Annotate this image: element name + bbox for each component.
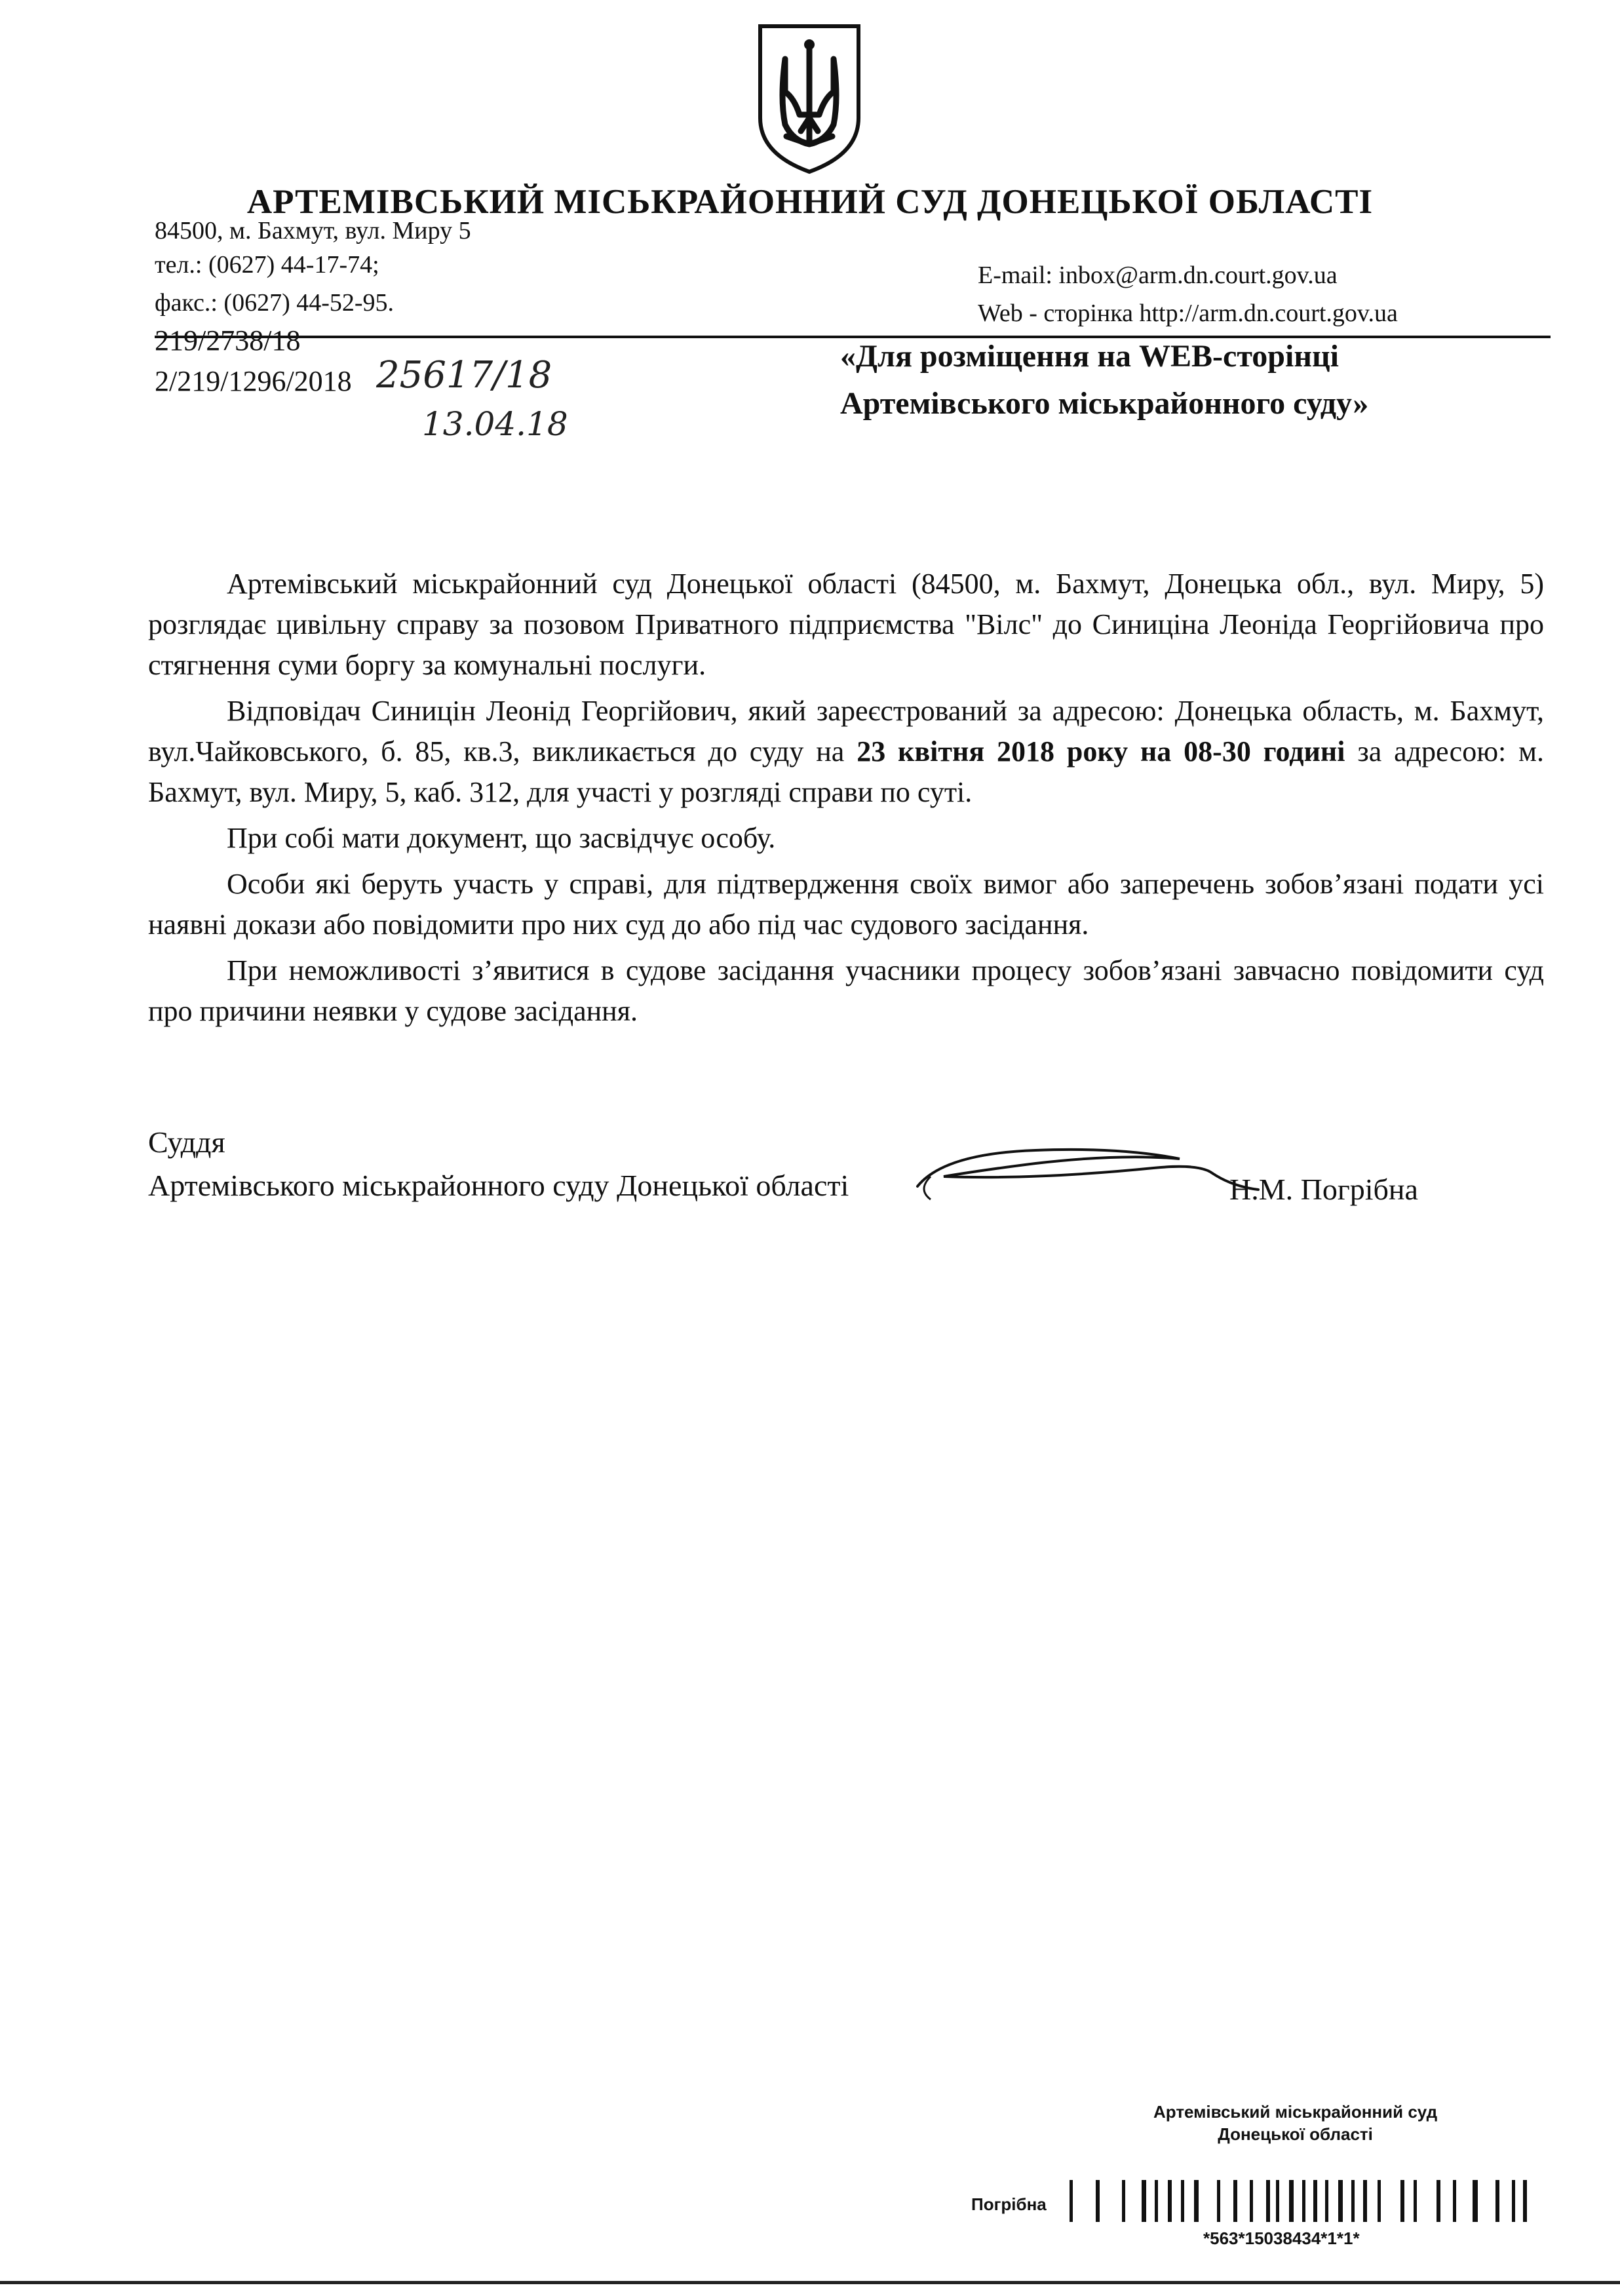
judge-name: Н.М. Погрібна	[1229, 1173, 1418, 1206]
web-note-line2: Артемівського міськрайонного суду»	[840, 386, 1369, 421]
court-fax: факс.: (0627) 44-52-95.	[155, 289, 395, 317]
page-bottom-edge	[0, 2281, 1620, 2284]
notice-body	[148, 564, 1544, 1037]
web-note-line1: «Для розміщення на WEB-сторінці	[840, 339, 1339, 374]
paragraph-absence: При неможливості з’явитися в судове засідання учасники процесу зобов’язані завчасно повідомити суд про причини неявки у судове засідання.	[148, 954, 1544, 1027]
court-address: 84500, м. Бахмут, вул. Миру 5	[155, 217, 471, 244]
proceeding-number: 2/219/1296/2018	[155, 365, 352, 397]
court-title: АРТЕМІВСЬКИЙ МІСЬКРАЙОННИЙ СУД ДОНЕЦЬКОЇ ОБЛАСТІ	[246, 183, 1374, 221]
barcode-number: *563*15038434*1*1*	[1203, 2228, 1360, 2248]
paragraph-summons: Відповідач Синицін Леонід Георгійович, який зареєстрований за адресою: Донецька область, м. Бахмут, вул.Чайковського, б. 85, кв.3, викликається до суду на 23 квітня 2018 року на 08-30 годині за адресою: м. Бахмут, вул. Миру, 5, каб. 312, для участі у розгляді справи по суті.	[148, 695, 1544, 808]
paragraph-id-document: При собі мати документ, що засвідчує особу.	[227, 822, 776, 854]
handwritten-registration-number: 25617/18	[376, 354, 552, 397]
stamp-judge: Погрібна	[971, 2194, 1047, 2214]
court-phone: тел.: (0627) 44-17-74;	[155, 251, 379, 279]
paragraph-case: Артемівський міськрайонний суд Донецької області (84500, м. Бахмут, Донецька обл., вул. Миру, 5) розглядає цивільну справу за позовом Приватного підприємства "Вілс" до Синиціна Леоніда Георгійовича про стягнення суми боргу за комунальні послуги.	[148, 568, 1544, 681]
hearing-datetime: 23 квітня 2018 року на 08-30 годині	[857, 735, 1345, 768]
web-publication-note	[840, 333, 1368, 427]
case-number: 219/2738/18	[155, 324, 301, 357]
trident-icon	[747, 20, 872, 177]
handwritten-signature	[904, 1127, 1271, 1213]
signer-title: Суддя	[148, 1125, 225, 1159]
paragraph-evidence: Особи які беруть участь у справі, для підтвердження своїх вимог або заперечень зобов’язані подати усі наявні докази або повідомити про них суд до або під час судового засідання.	[148, 868, 1544, 941]
signature-block	[148, 1121, 849, 1207]
stamp-court: Артемівський міськрайонний суд Донецької області	[1153, 2102, 1438, 2144]
court-email: E-mail: inbox@arm.dn.court.gov.ua	[978, 262, 1338, 289]
handwritten-date: 13.04.18	[422, 405, 568, 443]
signer-court: Артемівського міськрайонного суду Донецької області	[148, 1169, 849, 1202]
court-website: Web - сторінка http://arm.dn.court.gov.ua	[978, 300, 1398, 327]
barcode	[1070, 2180, 1528, 2222]
